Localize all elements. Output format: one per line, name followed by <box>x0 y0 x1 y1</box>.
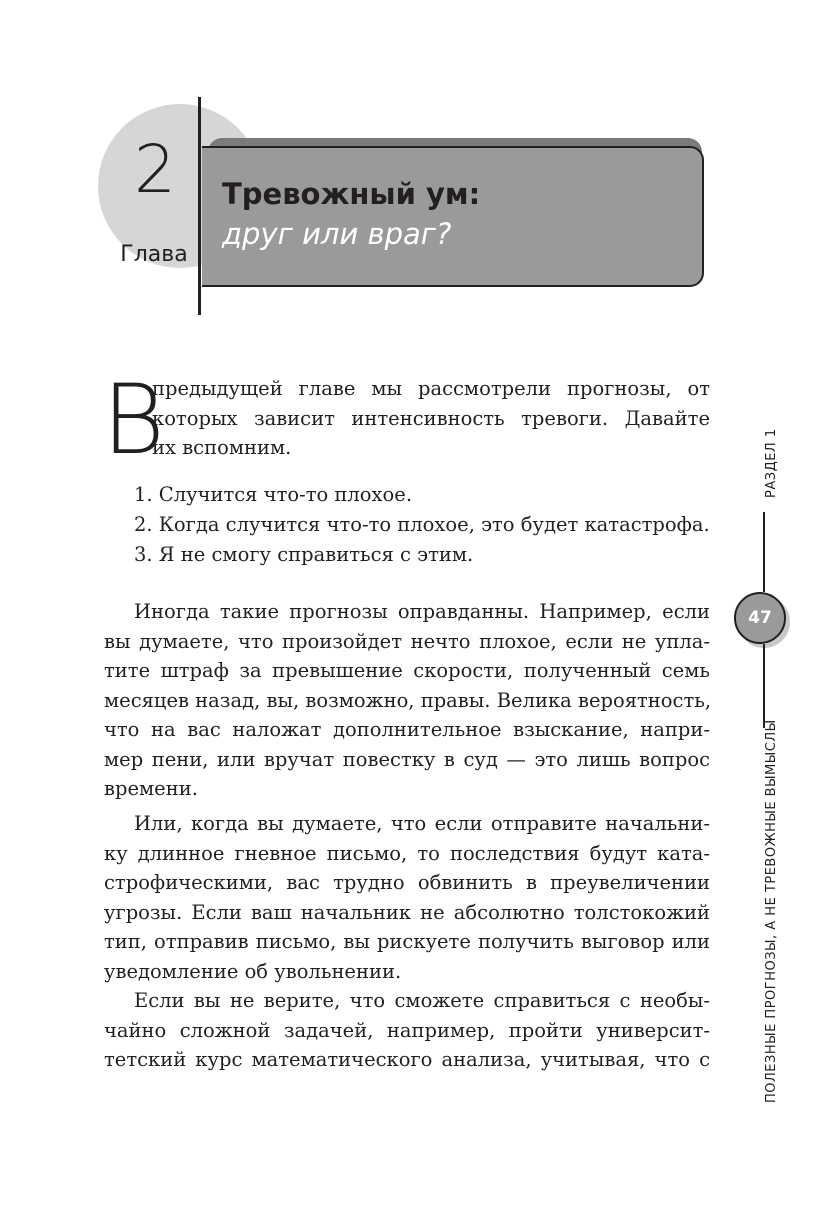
text-line: времени. <box>104 777 198 800</box>
text-line: тетский курс математического анализа, учитывая, что с <box>104 1048 710 1071</box>
drop-cap: В <box>102 364 165 476</box>
chapter-title <box>222 174 480 254</box>
text-line: тип, отправив письмо, вы рискуете получить выговор или <box>104 930 710 953</box>
text-line: тите штраф за превышение скорости, полученный семь <box>104 659 710 682</box>
prediction-list <box>134 480 710 570</box>
text-line: вы думаете, что произойдет нечто плохое, если не упла- <box>104 629 710 653</box>
text-line: Если вы не верите, что сможете справиться с необы- <box>134 989 710 1012</box>
list-item: 1. Случится что-то плохое. <box>134 483 413 506</box>
text-line: что на вас наложат дополнительное взыскание, напри- <box>104 718 710 741</box>
text-line: Или, когда вы думаете, что если отправите начальни- <box>134 812 710 835</box>
section-label: РАЗДЕЛ 1 <box>764 428 779 498</box>
chapter-title-line2: друг или враг? <box>222 217 452 251</box>
chapter-divider <box>198 97 201 315</box>
paragraph <box>104 597 710 804</box>
text-line: которых зависит интенсивность тревоги. Давайте <box>152 406 710 430</box>
text-line: ку длинное гневное письмо, то последствия будут ката- <box>104 841 710 865</box>
intro-paragraph <box>152 374 710 463</box>
margin-rule-bottom <box>763 644 765 728</box>
chapter-number: 2 <box>134 131 176 208</box>
margin-rule-top <box>763 512 765 592</box>
text-line: месяцев назад, вы, возможно, правы. Велика вероятность, <box>104 688 712 712</box>
text-line: мер пени, или вручат повестку в суд — это лишь вопрос <box>104 747 710 771</box>
text-line: предыдущей главе мы рассмотрели прогнозы, от <box>152 377 710 400</box>
paragraph <box>104 986 710 1075</box>
text-line: их вспомним. <box>152 436 292 459</box>
text-line: чайно сложной задачей, например, пройти университ- <box>104 1018 710 1042</box>
list-item: 2. Когда случится что-то плохое, это будет катастрофа. <box>134 513 710 536</box>
text-line: Иногда такие прогнозы оправданны. Например, если <box>134 600 710 623</box>
paragraph <box>104 809 710 986</box>
text-line: угрозы. Если ваш начальник не абсолютно толстокожий <box>104 900 710 924</box>
running-title: ПОЛЕЗНЫЕ ПРОГНОЗЫ, А НЕ ТРЕВОЖНЫЕ ВЫМЫСЛЫ <box>764 719 779 1103</box>
chapter-label: Глава <box>120 242 188 267</box>
list-item: 3. Я не смогу справиться с этим. <box>134 543 474 566</box>
text-line: уведомление об увольнении. <box>104 959 402 983</box>
page-number: 47 <box>734 592 786 644</box>
chapter-title-line1: Тревожный ум: <box>222 177 481 211</box>
text-line: строфическими, вас трудно обвинить в преувеличении <box>104 871 710 894</box>
